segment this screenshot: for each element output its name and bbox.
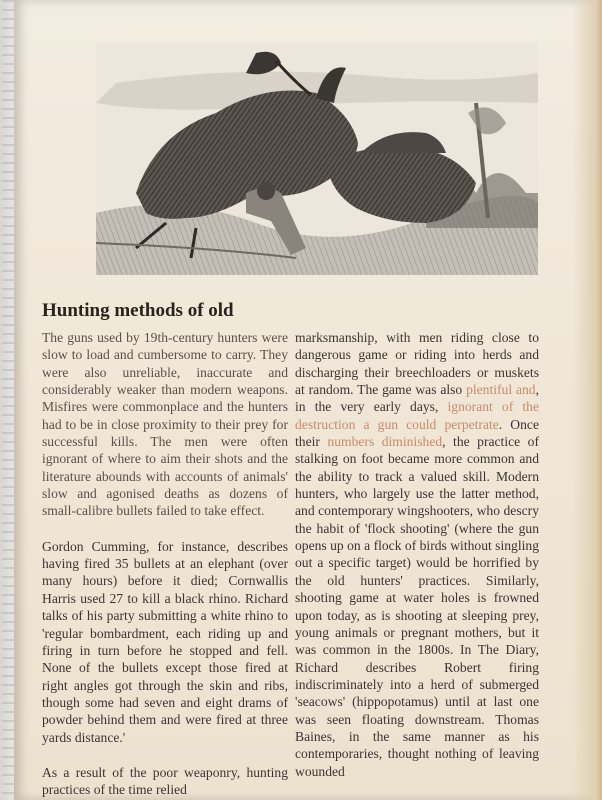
right-text-segment-b: , in the very early days,	[295, 382, 539, 415]
right-text-segment-d: , the practice of stalking on foot became more common and the ability to track a valued skill. Modern hunters, who largely use the latter method, and contemporary wingshooters, who descry the habit of 'flock shooting' (where the gun opens up on a flock of birds without singling out a specific target) would be horrified by the old hunters' practices. Similarly, shooting game at water holes is frowned upon today, as is shooting at sleeping prey, young animals or pregnant mothers, but it was common in the 1800s. In The Diary, Richard describes Robert firing indiscriminately into a herd of submerged 'seacows' (hippopotamus) until at last one was seen floating downstream. Thomas Baines, in the same manner as his contemporaries, thought nothing of leaving wounded	[295, 434, 539, 779]
highlighted-text-3: numbers diminished	[327, 434, 443, 450]
highlighted-text-2: ignorant of the destruction a gun could perpetrate	[295, 399, 540, 432]
right-text-segment-c: . Once their	[295, 416, 539, 450]
engraving-image	[96, 43, 538, 275]
article-title: Hunting methods of old	[42, 300, 234, 321]
parchment-edge	[572, 0, 602, 800]
buffalo-hunt-engraving	[96, 43, 538, 275]
left-paragraph-3: As a result of the poor weaponry, hunting practices of the time relied	[42, 764, 288, 798]
left-paragraph-1: The guns used by 19th-century hunters were slow to load and cumbersome to carry. They were also unreliable, inaccurate and considerably weaker than modern weapons. Misfires were commonplace and the hunters had to be in close proximity to their prey for successful kills. The men were often ignorant of where to aim their shots and the literature abounds with accounts of animals' slow and agonised deaths as dozens of small-calibre bullets failed to take effect.	[42, 330, 288, 519]
right-column	[295, 329, 539, 780]
right-text-segment-a: marksmanship, with men riding close to dangerous game or riding into herds and discharging their breechloaders or muskets at random. The game was also	[295, 330, 539, 398]
adjacent-page-text-edge	[2, 0, 14, 800]
highlighted-text-1: plentiful and	[466, 382, 536, 398]
left-column	[42, 329, 288, 799]
right-paragraph-1	[295, 329, 539, 780]
left-paragraph-2: Gordon Cumming, for instance, describes having fired 35 bullets at an elephant (over many hours) before it died; Cornwallis Harris used 27 to kill a black rhino. Richard talks of his party submitting a white rhino to 'regular bombardment, each riding up and firing in turn before he stopped and fell. None of the bullets except those fired at right angles got through the skin and ribs, though some had seven and eight drams of powder behind them and were fired at three yards distance.'	[42, 538, 288, 745]
